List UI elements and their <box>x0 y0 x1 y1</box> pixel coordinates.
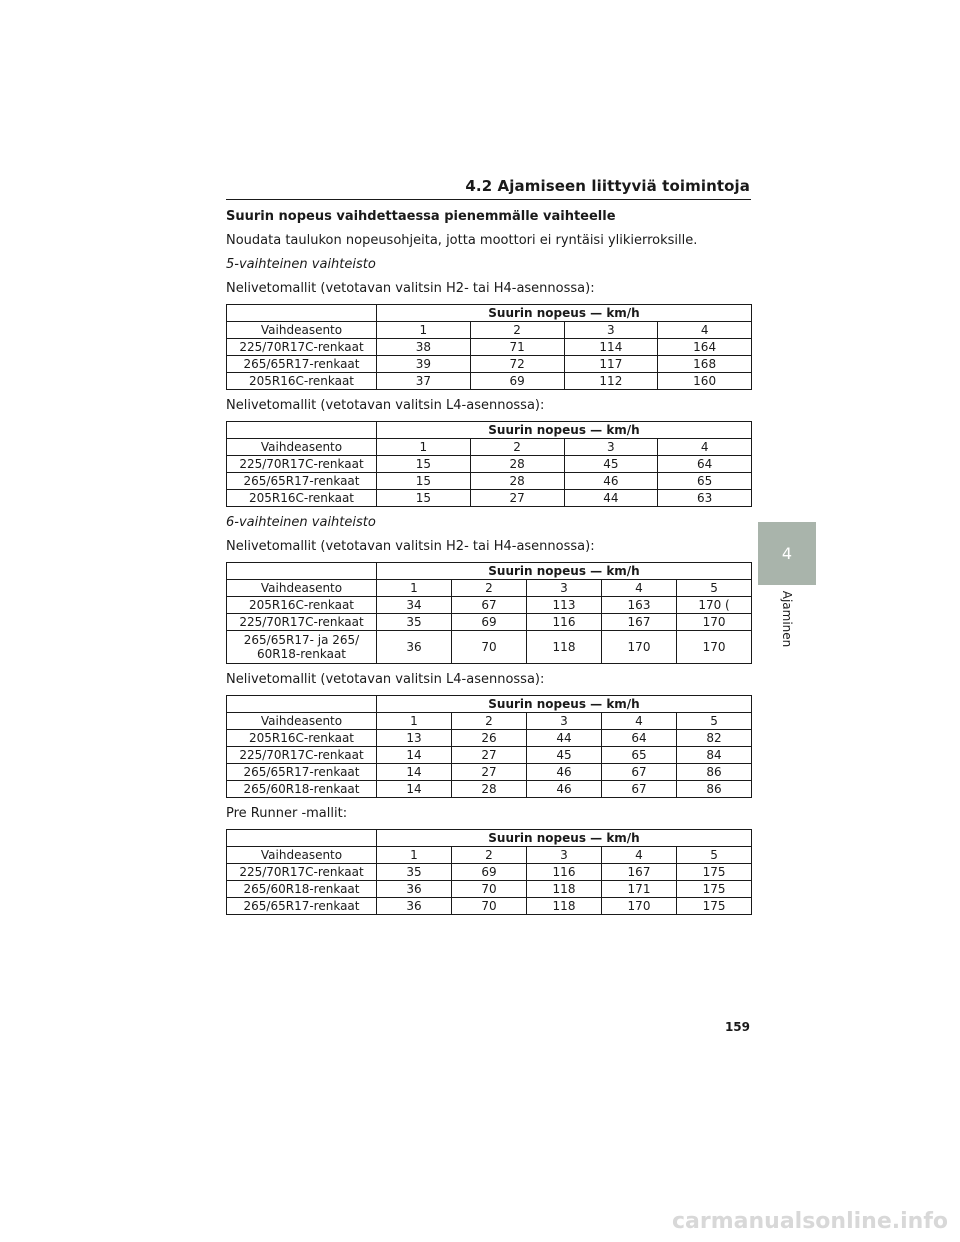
speed-value-cell: 69 <box>452 614 527 631</box>
speed-value-cell: 64 <box>602 730 677 747</box>
speed-table-5speed-l4 <box>226 421 751 507</box>
table-row <box>227 631 752 664</box>
page-number: 159 <box>724 1020 750 1034</box>
table-header-row <box>227 422 752 439</box>
table-group-header: Suurin nopeus — km/h <box>377 305 752 322</box>
table-gear-row <box>227 322 752 339</box>
tire-size-cell: 265/65R17-renkaat <box>227 898 377 915</box>
table-row <box>227 614 752 631</box>
speed-value-cell: 175 <box>677 864 752 881</box>
speed-value-cell: 46 <box>527 764 602 781</box>
gear-number-cell: 2 <box>452 580 527 597</box>
gear-number-cell: 1 <box>377 713 452 730</box>
speed-value-cell: 46 <box>564 473 658 490</box>
gear-number-cell: 3 <box>564 322 658 339</box>
table-row <box>227 456 752 473</box>
speed-value-cell: 28 <box>452 781 527 798</box>
speed-value-cell: 27 <box>470 490 564 507</box>
table-gear-row <box>227 713 752 730</box>
table-row <box>227 339 752 356</box>
tire-size-cell: 205R16C-renkaat <box>227 373 377 390</box>
speed-value-cell: 117 <box>564 356 658 373</box>
speed-value-cell: 163 <box>602 597 677 614</box>
gear-number-cell: 1 <box>377 439 471 456</box>
speed-value-cell: 116 <box>527 614 602 631</box>
tire-size-cell: 265/65R17-renkaat <box>227 473 377 490</box>
gear-number-cell: 5 <box>677 713 752 730</box>
speed-table <box>226 304 752 390</box>
speed-value-cell: 14 <box>377 764 452 781</box>
speed-value-cell: 46 <box>527 781 602 798</box>
speed-value-cell: 112 <box>564 373 658 390</box>
gear-number-cell: 2 <box>452 713 527 730</box>
speed-value-cell: 65 <box>658 473 752 490</box>
speed-value-cell: 84 <box>677 747 752 764</box>
speed-table-6speed-l4 <box>226 695 751 798</box>
speed-table <box>226 421 752 507</box>
six-speed-label: 6-vaihteinen vaihteisto <box>226 515 376 530</box>
table-gear-row <box>227 439 752 456</box>
header-divider <box>226 199 751 200</box>
speed-value-cell: 38 <box>377 339 471 356</box>
speed-value-cell: 118 <box>527 881 602 898</box>
table-caption: Nelivetomallit (vetotavan valitsin L4-asennossa): <box>226 672 545 687</box>
five-speed-label: 5-vaihteinen vaihteisto <box>226 257 376 272</box>
table-row <box>227 781 752 798</box>
tire-size-cell: 225/70R17C-renkaat <box>227 339 377 356</box>
speed-value-cell: 70 <box>452 631 527 664</box>
speed-value-cell: 34 <box>377 597 452 614</box>
speed-table-5speed-h2h4 <box>226 304 751 390</box>
speed-value-cell: 170 <box>677 631 752 664</box>
table-corner-cell <box>227 696 377 713</box>
table-row-header: Vaihdeasento <box>227 580 377 597</box>
gear-number-cell: 2 <box>452 847 527 864</box>
speed-table-6speed-h2h4 <box>226 562 751 664</box>
speed-value-cell: 69 <box>452 864 527 881</box>
speed-value-cell: 27 <box>452 747 527 764</box>
speed-value-cell: 36 <box>377 881 452 898</box>
speed-value-cell: 44 <box>564 490 658 507</box>
speed-value-cell: 170 <box>677 614 752 631</box>
speed-value-cell: 44 <box>527 730 602 747</box>
table-group-header: Suurin nopeus — km/h <box>377 696 752 713</box>
gear-number-cell: 5 <box>677 847 752 864</box>
speed-value-cell: 37 <box>377 373 471 390</box>
table-header-row <box>227 563 752 580</box>
table-gear-row <box>227 847 752 864</box>
table-row <box>227 373 752 390</box>
speed-value-cell: 15 <box>377 473 471 490</box>
table-row <box>227 597 752 614</box>
speed-value-cell: 14 <box>377 747 452 764</box>
table-header-row <box>227 830 752 847</box>
tire-size-cell: 265/60R18-renkaat <box>227 781 377 798</box>
gear-number-cell: 5 <box>677 580 752 597</box>
chapter-header-title: 4.2 Ajamiseen liittyviä toimintoja <box>465 177 750 195</box>
speed-value-cell: 113 <box>527 597 602 614</box>
speed-value-cell: 35 <box>377 864 452 881</box>
tire-size-cell: 225/70R17C-renkaat <box>227 747 377 764</box>
table-corner-cell <box>227 563 377 580</box>
speed-value-cell: 14 <box>377 781 452 798</box>
table-row-header: Vaihdeasento <box>227 322 377 339</box>
gear-number-cell: 2 <box>470 439 564 456</box>
speed-value-cell: 36 <box>377 631 452 664</box>
gear-number-cell: 1 <box>377 322 471 339</box>
speed-value-cell: 67 <box>452 597 527 614</box>
speed-value-cell: 170 <box>602 631 677 664</box>
speed-table <box>226 695 752 798</box>
table-caption: Nelivetomallit (vetotavan valitsin L4-asennossa): <box>226 398 545 413</box>
table-caption: Nelivetomallit (vetotavan valitsin H2- tai H4-asennossa): <box>226 281 595 296</box>
speed-value-cell: 15 <box>377 456 471 473</box>
tire-size-cell: 265/65R17-renkaat <box>227 764 377 781</box>
speed-value-cell: 170 <box>602 898 677 915</box>
tire-size-cell: 205R16C-renkaat <box>227 597 377 614</box>
table-row <box>227 864 752 881</box>
speed-value-cell: 13 <box>377 730 452 747</box>
speed-value-cell: 167 <box>602 864 677 881</box>
table-row <box>227 881 752 898</box>
speed-value-cell: 36 <box>377 898 452 915</box>
speed-table-prerunner <box>226 829 751 915</box>
gear-number-cell: 4 <box>602 580 677 597</box>
gear-number-cell: 1 <box>377 580 452 597</box>
speed-value-cell: 86 <box>677 781 752 798</box>
speed-value-cell: 86 <box>677 764 752 781</box>
table-group-header: Suurin nopeus — km/h <box>377 422 752 439</box>
speed-value-cell: 28 <box>470 473 564 490</box>
speed-value-cell: 45 <box>564 456 658 473</box>
gear-number-cell: 2 <box>470 322 564 339</box>
gear-number-cell: 3 <box>527 847 602 864</box>
gear-number-cell: 3 <box>564 439 658 456</box>
speed-value-cell: 82 <box>677 730 752 747</box>
gear-number-cell: 3 <box>527 580 602 597</box>
table-row-header: Vaihdeasento <box>227 847 377 864</box>
table-group-header: Suurin nopeus — km/h <box>377 830 752 847</box>
speed-value-cell: 69 <box>470 373 564 390</box>
gear-number-cell: 4 <box>658 322 752 339</box>
table-row <box>227 764 752 781</box>
speed-value-cell: 167 <box>602 614 677 631</box>
tire-size-cell: 225/70R17C-renkaat <box>227 456 377 473</box>
speed-value-cell: 118 <box>527 631 602 664</box>
speed-value-cell: 70 <box>452 881 527 898</box>
speed-value-cell: 65 <box>602 747 677 764</box>
speed-value-cell: 114 <box>564 339 658 356</box>
table-row <box>227 898 752 915</box>
table-gear-row <box>227 580 752 597</box>
gear-number-cell: 4 <box>658 439 752 456</box>
table-corner-cell <box>227 830 377 847</box>
speed-value-cell: 63 <box>658 490 752 507</box>
table-row <box>227 356 752 373</box>
speed-table <box>226 562 752 664</box>
table-header-row <box>227 305 752 322</box>
gear-number-cell: 4 <box>602 713 677 730</box>
gear-number-cell: 3 <box>527 713 602 730</box>
speed-value-cell: 64 <box>658 456 752 473</box>
page-content <box>226 208 751 922</box>
speed-value-cell: 45 <box>527 747 602 764</box>
speed-value-cell: 26 <box>452 730 527 747</box>
tire-size-cell: 225/70R17C-renkaat <box>227 864 377 881</box>
speed-value-cell: 170 ( <box>677 597 752 614</box>
speed-value-cell: 39 <box>377 356 471 373</box>
table-group-header: Suurin nopeus — km/h <box>377 563 752 580</box>
speed-value-cell: 67 <box>602 764 677 781</box>
speed-value-cell: 171 <box>602 881 677 898</box>
table-row-header: Vaihdeasento <box>227 713 377 730</box>
chapter-number: 4 <box>781 544 793 563</box>
tire-size-cell: 205R16C-renkaat <box>227 730 377 747</box>
table-row <box>227 730 752 747</box>
table-corner-cell <box>227 422 377 439</box>
table-caption: Pre Runner -mallit: <box>226 806 348 821</box>
speed-value-cell: 72 <box>470 356 564 373</box>
table-header-row <box>227 696 752 713</box>
speed-value-cell: 164 <box>658 339 752 356</box>
table-row-header: Vaihdeasento <box>227 439 377 456</box>
speed-value-cell: 15 <box>377 490 471 507</box>
speed-value-cell: 116 <box>527 864 602 881</box>
speed-value-cell: 168 <box>658 356 752 373</box>
chapter-side-label: Ajaminen <box>780 590 794 648</box>
speed-value-cell: 67 <box>602 781 677 798</box>
table-caption: Nelivetomallit (vetotavan valitsin H2- tai H4-asennossa): <box>226 539 595 554</box>
tire-size-cell: 265/65R17- ja 265/ 60R18-renkaat <box>227 631 377 664</box>
table-row <box>227 473 752 490</box>
speed-value-cell: 70 <box>452 898 527 915</box>
intro-paragraph: Noudata taulukon nopeusohjeita, jotta moottori ei ryntäisi ylikierroksille. <box>226 233 698 248</box>
speed-value-cell: 175 <box>677 881 752 898</box>
tire-size-cell: 265/65R17-renkaat <box>227 356 377 373</box>
speed-value-cell: 175 <box>677 898 752 915</box>
tire-size-cell: 225/70R17C-renkaat <box>227 614 377 631</box>
table-corner-cell <box>227 305 377 322</box>
table-row <box>227 747 752 764</box>
gear-number-cell: 4 <box>602 847 677 864</box>
section-heading: Suurin nopeus vaihdettaessa pienemmälle vaihteelle <box>226 209 616 224</box>
speed-value-cell: 35 <box>377 614 452 631</box>
speed-table <box>226 829 752 915</box>
speed-value-cell: 27 <box>452 764 527 781</box>
table-row <box>227 490 752 507</box>
speed-value-cell: 71 <box>470 339 564 356</box>
speed-value-cell: 160 <box>658 373 752 390</box>
watermark-text: carmanualsonline.info <box>672 1209 948 1234</box>
speed-value-cell: 118 <box>527 898 602 915</box>
gear-number-cell: 1 <box>377 847 452 864</box>
tire-size-cell: 265/60R18-renkaat <box>227 881 377 898</box>
speed-value-cell: 28 <box>470 456 564 473</box>
tire-size-cell: 205R16C-renkaat <box>227 490 377 507</box>
